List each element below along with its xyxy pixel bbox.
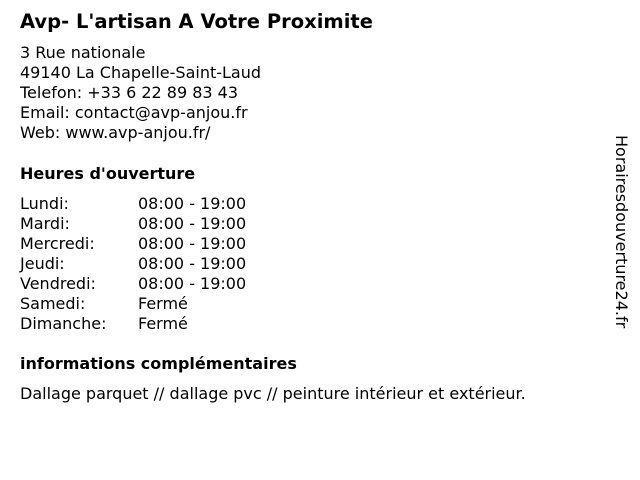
- hours-row: [20, 194, 246, 214]
- day-hours: Fermé: [138, 294, 188, 313]
- day-label: Lundi:: [20, 194, 69, 213]
- hours-heading: Heures d'ouverture: [20, 164, 196, 183]
- day-hours: Fermé: [138, 314, 188, 333]
- site-watermark: Horairesdouverture24.fr: [612, 135, 631, 329]
- day-label: Dimanche:: [20, 314, 107, 333]
- info-description: Dallage parquet // dallage pvc // peinture intérieur et extérieur.: [20, 384, 526, 403]
- day-hours: 08:00 - 19:00: [138, 214, 247, 233]
- hours-table: [20, 194, 246, 334]
- hours-row: [20, 314, 246, 334]
- hours-row: [20, 234, 246, 254]
- day-hours: 08:00 - 19:00: [138, 234, 247, 253]
- day-label: Mardi:: [20, 214, 70, 233]
- contact-block: [20, 43, 261, 143]
- day-label: Samedi:: [20, 294, 86, 313]
- day-hours: 08:00 - 19:00: [138, 274, 247, 293]
- hours-row: [20, 254, 246, 274]
- day-label: Jeudi:: [20, 254, 65, 273]
- day-label: Mercredi:: [20, 234, 95, 253]
- hours-row: [20, 274, 246, 294]
- email-address: Email: contact@avp-anjou.fr: [20, 103, 248, 122]
- day-hours: 08:00 - 19:00: [138, 194, 247, 213]
- phone-number: Telefon: +33 6 22 89 83 43: [20, 83, 239, 102]
- business-name: Avp- L'artisan A Votre Proximite: [20, 10, 373, 33]
- hours-row: [20, 294, 246, 314]
- day-hours: 08:00 - 19:00: [138, 254, 247, 273]
- info-heading: informations complémentaires: [20, 354, 297, 373]
- city-address: 49140 La Chapelle-Saint-Laud: [20, 63, 262, 82]
- hours-row: [20, 214, 246, 234]
- street-address: 3 Rue nationale: [20, 43, 146, 62]
- day-label: Vendredi:: [20, 274, 96, 293]
- website: Web: www.avp-anjou.fr/: [20, 123, 211, 142]
